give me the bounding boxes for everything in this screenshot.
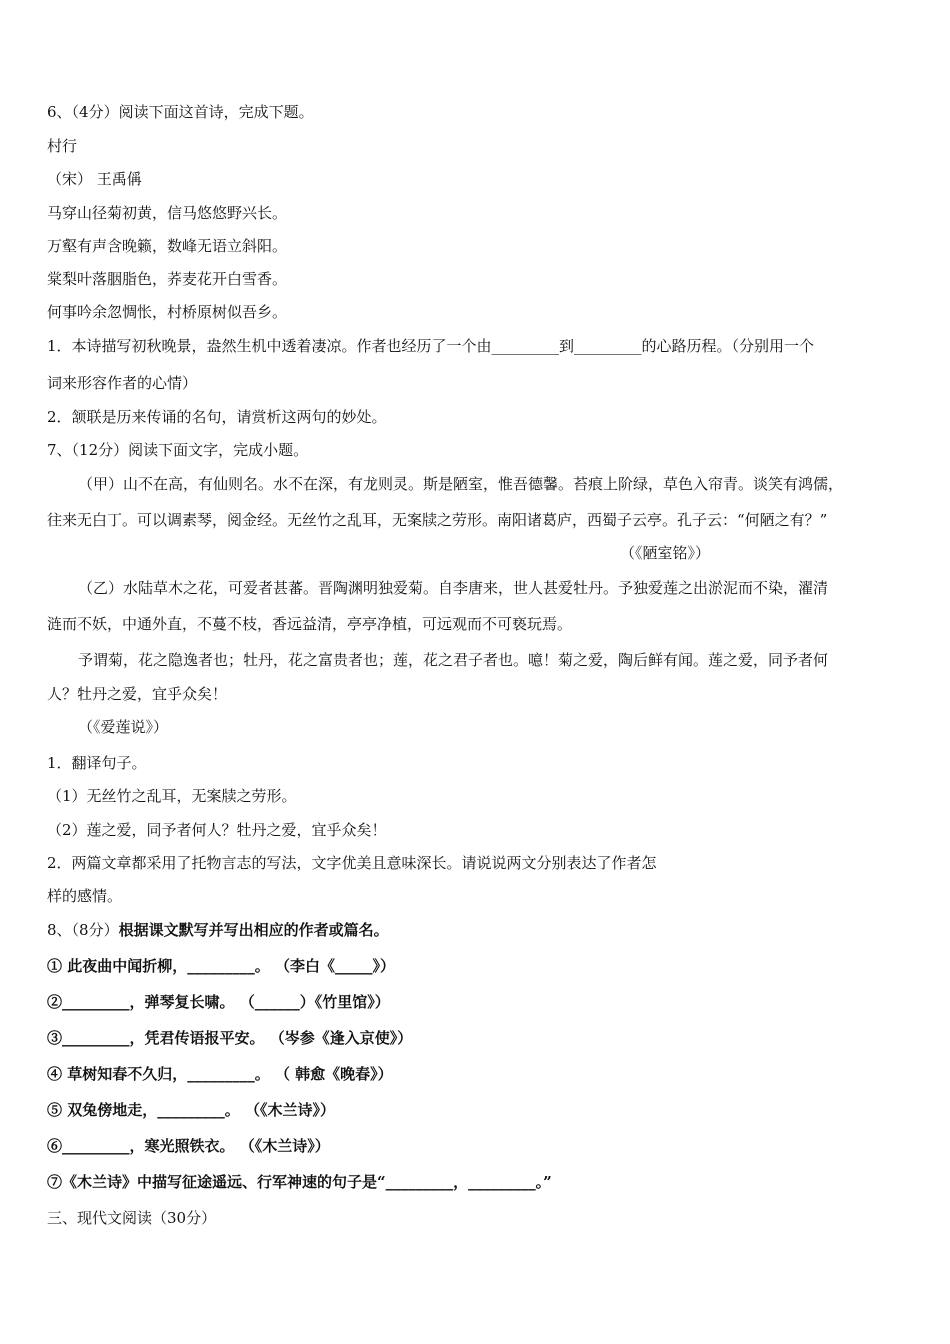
poem-line: 何事吟余忽惆怅，村桥原树似吾乡。	[47, 303, 288, 321]
q6-sub1: 1．本诗描写初秋晚景，盎然生机中透着凄凉。作者也经历了一个由_________到_________的心路历程。（分别用一个	[47, 337, 815, 355]
q8-item: ① 此夜曲中闻折柳，_________。 （李白《_____》）	[47, 957, 395, 975]
poem-line: 万壑有声含晚籁，数峰无语立斜阳。	[47, 237, 288, 255]
passage-yi-para2: 予谓菊，花之隐逸者也；牡丹，花之富贵者也；莲，花之君子者也。噫！菊之爱，陶后鲜有闻。莲之爱，同予者何	[78, 651, 829, 669]
q8-item: ⑦《木兰诗》中描写征途遥远、行军神速的句子是“_________，_________。”	[47, 1173, 552, 1191]
poem-line: 棠梨叶落胭脂色，荞麦花开白雪香。	[47, 270, 288, 288]
q7-sub1-a: （1）无丝竹之乱耳，无案牍之劳形。	[47, 787, 297, 805]
q6-sub1-cont: 词来形容作者的心情）	[47, 374, 198, 392]
q7-sub1-b: （2）莲之爱，同予者何人？牡丹之爱，宜乎众矣！	[47, 821, 387, 839]
passage-yi-cont: 涟而不妖，中通外直，不蔓不枝，香远益清，亭亭净植，可远观而不可亵玩焉。	[47, 615, 573, 633]
q8-item: ⑤ 双兔傍地走，_________。 （《木兰诗》）	[47, 1101, 335, 1119]
q8-item: ②_________，弹琴复长啸。 （______）《竹里馆》）	[47, 993, 390, 1011]
passage-yi: （乙）水陆草木之花，可爱者甚蕃。晋陶渊明独爱菊。自李唐来，世人甚爱牡丹。予独爱莲之出淤泥而不染，濯清	[78, 579, 829, 597]
q8-item: ⑥_________，寒光照铁衣。 （《木兰诗》）	[47, 1137, 330, 1155]
q7-sub1: 1．翻译句子。	[47, 754, 147, 772]
q8-header-prefix: 8、（8分）	[47, 921, 119, 939]
q7-sub2: 2．两篇文章都采用了托物言志的写法，文字优美且意味深长。请说说两文分别表达了作者怎	[47, 854, 657, 872]
poem-author: （宋） 王禹偁	[47, 170, 142, 188]
passage-jia: （甲）山不在高，有仙则名。水不在深，有龙则灵。斯是陋室，惟吾德馨。苔痕上阶绿，草色入帘青。谈笑有鸿儒，	[78, 475, 844, 493]
q8-header-instruction: 根据课文默写并写出相应的作者或篇名。	[118, 921, 389, 939]
q7-sub2-cont: 样的感情。	[47, 887, 123, 905]
q6-sub2: 2．颔联是历来传诵的名句，请赏析这两句的妙处。	[47, 408, 387, 426]
poem-title: 村行	[47, 137, 78, 155]
q8-header	[47, 920, 389, 940]
q8-item: ④ 草树知春不久归，_________。 （ 韩愈《晚春》）	[47, 1065, 393, 1083]
poem-line: 马穿山径菊初黄，信马悠悠野兴长。	[47, 204, 288, 222]
passage-yi-para2-cont: 人？牡丹之爱，宜乎众矣！	[47, 685, 228, 703]
section-heading: 三、现代文阅读（30分）	[47, 1209, 217, 1227]
q8-item: ③_________，凭君传语报平安。 （岑参《逢入京使》）	[47, 1029, 413, 1047]
passage-jia-source: （《陋室铭》）	[620, 544, 711, 562]
q7-header: 7、（12分）阅读下面文字，完成小题。	[47, 441, 309, 459]
q6-header: 6、（4分）阅读下面这首诗，完成下题。	[47, 103, 314, 121]
passage-jia-cont: 往来无白丁。可以调素琴，阅金经。无丝竹之乱耳，无案牍之劳形。南阳诸葛庐，西蜀子云亭。孔子云：“何陋之有？”	[47, 511, 828, 529]
passage-yi-source: （《爱莲说》）	[78, 718, 169, 736]
